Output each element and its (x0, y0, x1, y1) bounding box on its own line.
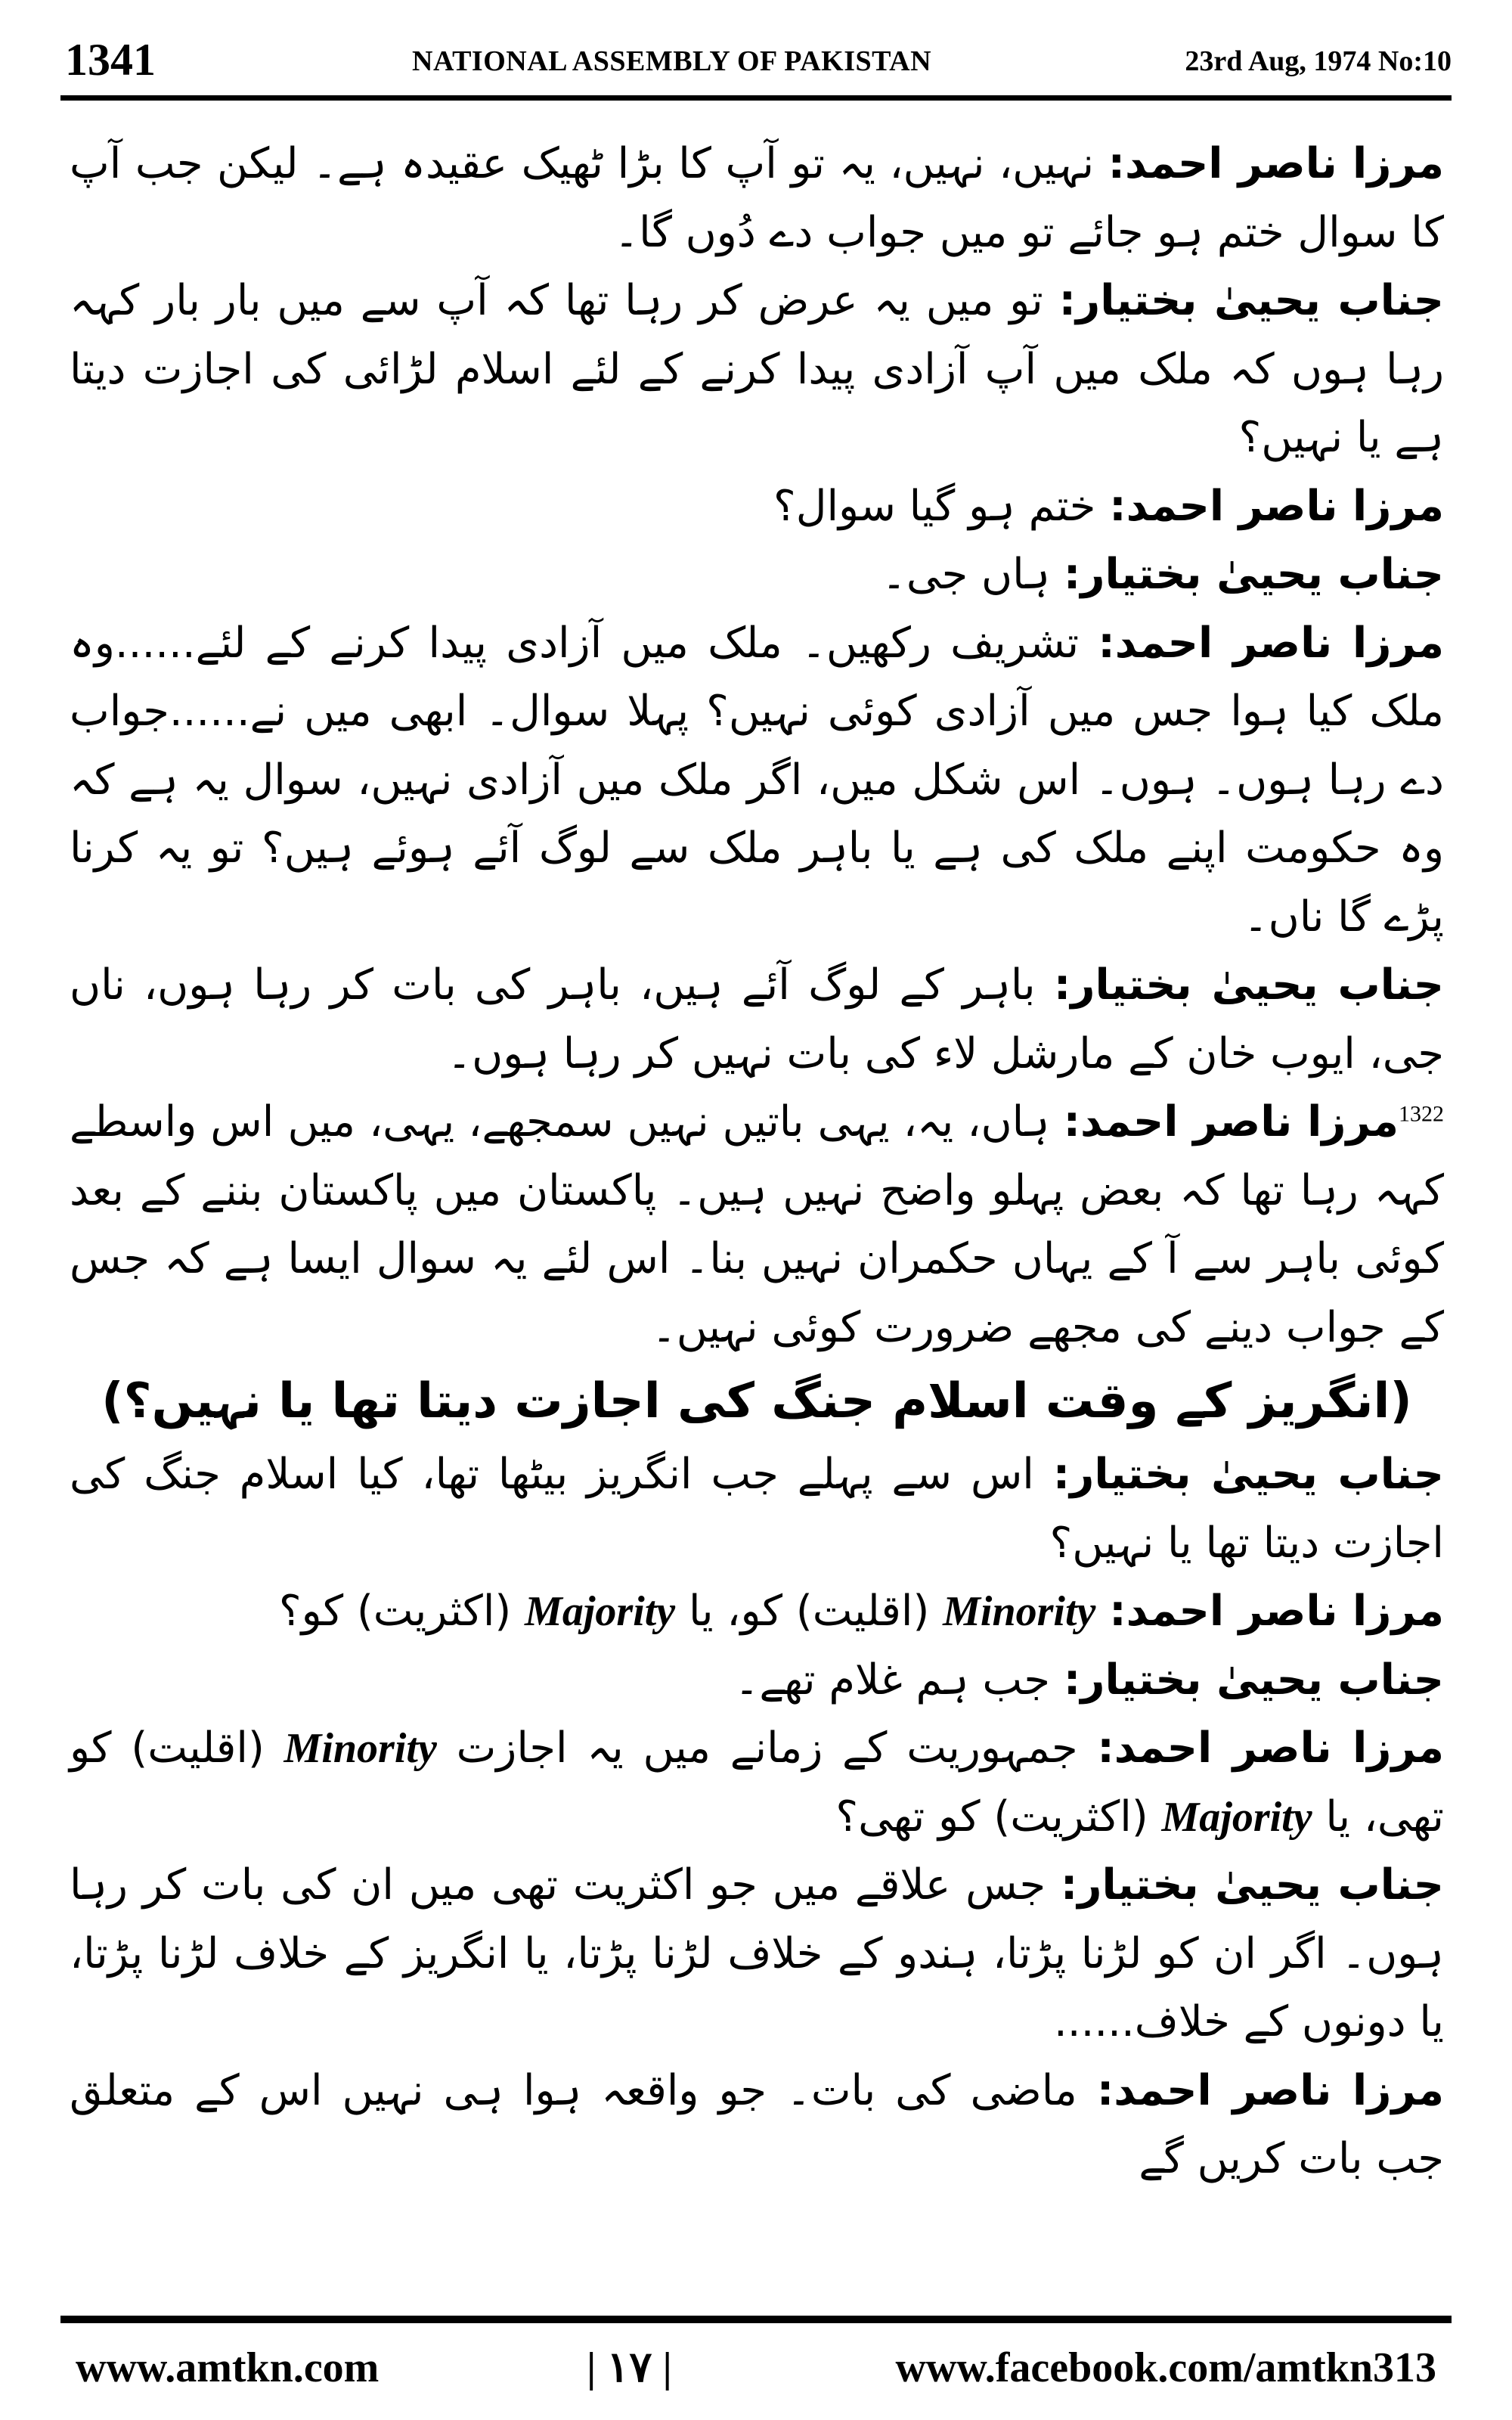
paragraph (70, 473, 1444, 541)
page-header (60, 33, 1452, 86)
page-footer (60, 2334, 1452, 2402)
speech-text: اس سے پہلے جب انگریز بیٹھا تھا، کیا اسلام جنگ کی اجازت دیتا تھا یا نہیں؟ (70, 1450, 1444, 1568)
transcript-body (70, 130, 1444, 2293)
section-heading: (انگریز کے وقت اسلام جنگ کی اجازت دیتا تھا یا نہیں؟) (101, 1373, 1412, 1429)
page-number: 1341 (65, 35, 156, 85)
speaker-name: مرزا ناصر احمد: (1109, 1587, 1444, 1636)
speaker-name: مرزا ناصر احمد: (1098, 618, 1445, 668)
speaker-name: مرزا ناصر احمد: (1108, 139, 1445, 188)
speech-text: ختم ہو گیا سوال؟ (773, 481, 1110, 531)
english-term: Minority (284, 1725, 437, 1772)
speech-text: جس علاقے میں جو اکثریت تھی میں ان کی بات کر رہا ہوں۔ اگر ان کو لڑنا پڑتا، ہندو کے خلاف لڑنا پڑتا، یا انگریز کے خلاف لڑنا پڑتا، یا دونوں کے خلاف...... (70, 1860, 1444, 2046)
header-title: NATIONAL ASSEMBLY OF PAKISTAN (412, 45, 932, 77)
paragraph (70, 541, 1444, 610)
paragraph (70, 130, 1444, 267)
speech-text: ماضی کی بات۔ جو واقعہ ہوا ہی نہیں اس کے متعلق جب بات کریں گے (70, 2065, 1444, 2183)
paragraph (70, 1578, 1444, 1646)
speech-text: (اکثریت) کو؟ (278, 1587, 525, 1636)
speech-text: باہر کے لوگ آئے ہیں، باہر کی بات کر رہا ہوں، ناں جی، ایوب خان کے مارشل لاء کی بات نہیں کر رہا ہوں۔ (70, 960, 1444, 1078)
paragraph (70, 267, 1444, 473)
header-date: 23rd Aug, 1974 No:10 (1185, 45, 1452, 77)
speaker-name: جناب یحییٰ بختیار: (1058, 276, 1444, 325)
speech-text: جمہوریت کے زمانے میں یہ اجازت (436, 1723, 1098, 1773)
paragraph (70, 610, 1444, 952)
speech-text: ہاں، یہ، یہی باتیں نہیں سمجھے، یہی، میں اس واسطے کہہ رہا تھا کہ بعض پہلو واضح نہیں ہیں۔ پاکستان میں پاکستان بننے کے بعد کوئی باہر سے آ کے یہاں حکمران نہیں بنا۔ اس لئے یہ سوال ایسا ہے کہ جس کے جواب دینے کی مجھے ضرورت کوئی نہیں۔ (70, 1097, 1444, 1352)
paragraph (70, 1714, 1444, 1851)
speaker-name: جناب یحییٰ بختیار: (1053, 960, 1444, 1010)
speaker-name: مرزا ناصر احمد: (1063, 1097, 1399, 1146)
speech-text: تو میں یہ عرض کر رہا تھا کہ آپ سے میں بار بار کہہ رہا ہوں کہ ملک میں آپ آزادی پیدا کرنے کے لئے اسلام لڑائی کی اجازت دیتا ہے یا نہیں؟ (70, 276, 1444, 462)
website-link[interactable]: www.amtkn.com (76, 2344, 380, 2391)
header-rule (60, 95, 1452, 101)
paragraph (70, 1851, 1444, 2057)
speaker-name: مرزا ناصر احمد: (1109, 481, 1444, 531)
speaker-name: مرزا ناصر احمد: (1097, 1723, 1445, 1773)
speech-text: نہیں، نہیں، یہ تو آپ کا بڑا ٹھیک عقیدہ ہے۔ لیکن جب آپ کا سوال ختم ہو جائے تو میں جواب دے دُوں گا۔ (70, 139, 1444, 257)
speaker-name: مرزا ناصر احمد: (1096, 2065, 1444, 2115)
speech-text: تشریف رکھیں۔ ملک میں آزادی پیدا کرنے کے لئے......وہ ملک کیا ہوا جس میں آزادی کوئی نہیں؟ پہلا سوال۔ ابھی میں نے......جواب دے رہا ہوں۔ ہوں۔ اس شکل میں، اگر ملک میں آزادی نہیں، سوال یہ ہے کہ وہ حکومت اپنے ملک کی ہے یا باہر ملک سے لوگ آئے ہوئے ہیں؟ تو یہ کرنا پڑے گا ناں۔ (70, 618, 1444, 942)
speech-text: (اقلیت) کو، یا (675, 1587, 943, 1636)
paragraph (70, 1646, 1444, 1715)
paragraph (70, 951, 1444, 1088)
footer-page-number: | ۱۷ | (587, 2344, 672, 2391)
facebook-link[interactable]: www.facebook.com/amtkn313 (895, 2344, 1436, 2391)
speaker-name: جناب یحییٰ بختیار: (1063, 550, 1444, 599)
english-term: Majority (1161, 1793, 1312, 1841)
footer-rule (60, 2316, 1452, 2323)
speech-text: جب ہم غلام تھے۔ (734, 1655, 1064, 1705)
english-term: Majority (525, 1588, 676, 1635)
paragraph (70, 1441, 1444, 1578)
speaker-name: جناب یحییٰ بختیار: (1052, 1450, 1444, 1499)
paragraph (70, 1088, 1444, 1362)
speech-text (1095, 1587, 1109, 1636)
speech-text: (اقلیت) کو تھی، یا (70, 1723, 1444, 1841)
original-page-marker: 1322 (1399, 1101, 1445, 1127)
speaker-name: جناب یحییٰ بختیار: (1063, 1655, 1444, 1705)
english-term: Minority (943, 1588, 1096, 1635)
speaker-name: جناب یحییٰ بختیار: (1060, 1860, 1444, 1910)
paragraph (70, 2057, 1444, 2194)
speech-text: (اکثریت) کو تھی؟ (835, 1792, 1162, 1841)
speech-text: ہاں جی۔ (881, 550, 1064, 599)
